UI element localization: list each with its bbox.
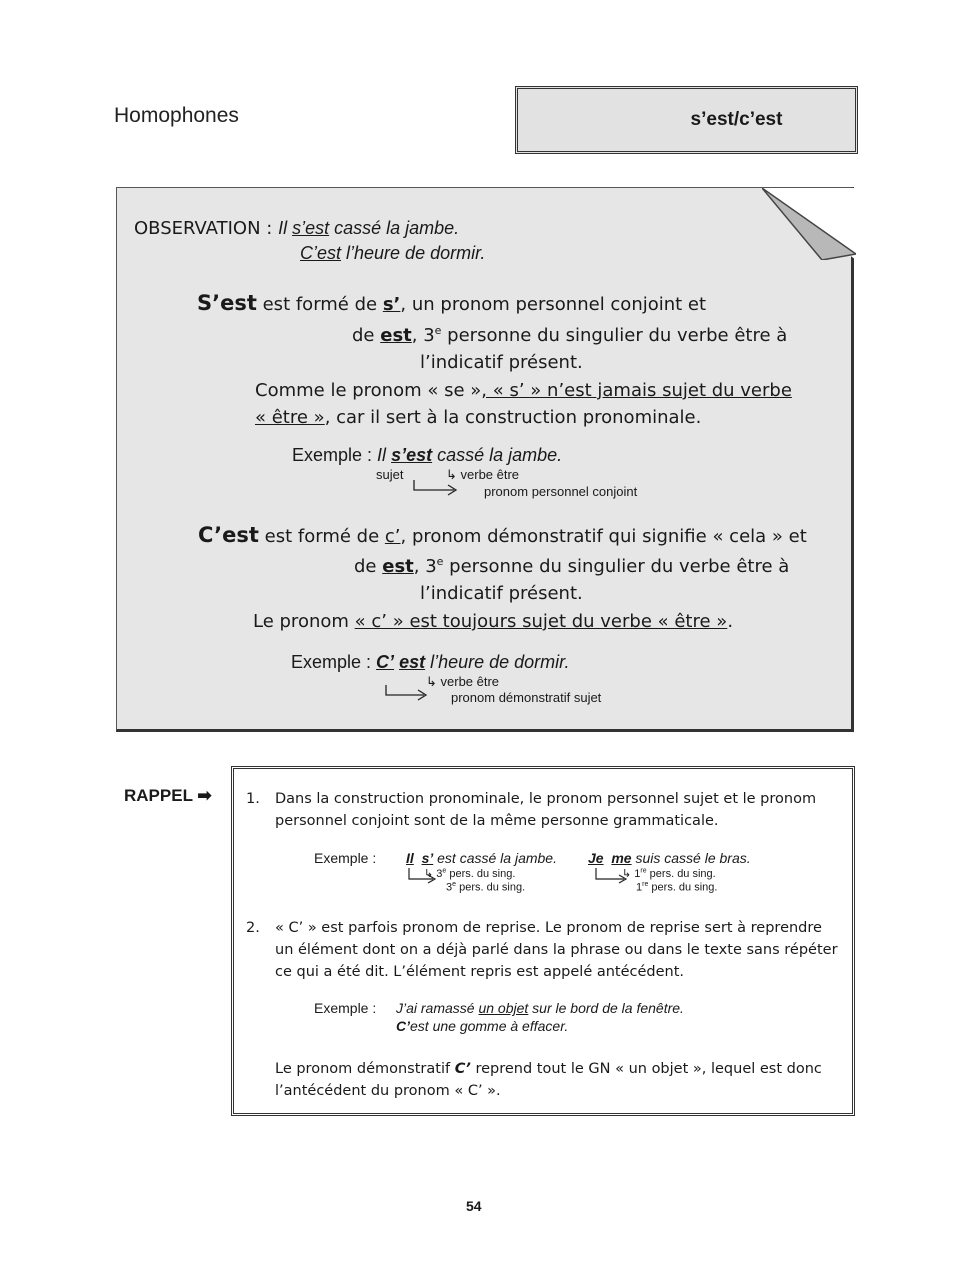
annotation-sup: re (640, 867, 647, 875)
cest-rule: « c’ » est toujours sujet du verbe « être » (354, 611, 728, 632)
annotation-text: pers. du sing. (446, 868, 516, 880)
annotation-verbe: ↳ verbe être (426, 674, 500, 689)
sest-example (292, 445, 562, 466)
cest-key-est: est (382, 556, 414, 577)
cest-line-1 (198, 523, 807, 547)
example-key: est (399, 652, 426, 672)
rappel-item-1-line-2: personnel conjoint sont de la même personne grammaticale. (275, 813, 719, 829)
annotation-sup: re (642, 881, 649, 888)
sest-key-s: s’ (382, 294, 401, 315)
topic-title: s’est/c’est (690, 109, 783, 130)
rappel-item-2-line-3: ce qui a été dit. L’élément repris est appelé antécédent. (275, 964, 685, 980)
annotation-sup: e (442, 867, 447, 875)
sest-line-2 (352, 324, 787, 346)
annotation-pronom: pronom démonstratif sujet (451, 690, 602, 705)
rappel-example-1a (406, 850, 557, 866)
rappel-conclusion-line-2: l’antécédent du pronom « C’ ». (275, 1083, 501, 1099)
conclusion-text: reprend tout le GN « un objet », lequel est donc (470, 1061, 822, 1077)
example-label: Exemple : (292, 445, 378, 465)
example-label: Exemple : (291, 652, 377, 672)
example-text: l’heure de dormir. (425, 652, 570, 672)
cest-text: Le pronom (253, 611, 355, 632)
sest-line-5 (255, 407, 701, 428)
cest-title: C’est (198, 523, 259, 547)
rappel-label: RAPPEL ➡ (124, 786, 212, 805)
cest-line-4 (253, 611, 733, 632)
annotation-1re-pers (636, 881, 717, 894)
sest-rule: « être » (255, 407, 325, 428)
rappel-item-2-line-2: un élément dont on a déjà parlé dans la phrase ou dans le texte sans répéter (275, 942, 838, 958)
example-key: C’ (396, 1018, 410, 1034)
rappel-example-1-label: Exemple : (314, 850, 377, 866)
annotation-text: ↳ 3 (424, 868, 443, 880)
topic-box (515, 86, 858, 154)
cest-text: de (354, 556, 383, 577)
arrow-icon (592, 866, 632, 884)
arrow-icon (405, 866, 439, 884)
annotation-sujet: sujet (376, 467, 404, 482)
example-key: est (406, 445, 433, 465)
page-number: 54 (466, 1198, 482, 1214)
rappel-item-2-line-1: « C’ » est parfois pronom de reprise. Le pronom de reprise sert à reprendre (275, 920, 822, 936)
ex1-key: s’est (292, 218, 330, 238)
rappel-example-1b (588, 850, 751, 866)
page-curl-decoration (762, 188, 856, 260)
ex2-key: C’est (300, 243, 342, 263)
example-text: est une gomme à effacer. (410, 1018, 569, 1034)
example-text: est cassé la jambe. (433, 850, 557, 866)
observation-example-1 (278, 218, 459, 238)
sest-line-4 (255, 380, 792, 401)
sest-text: , un pronom personnel conjoint et (400, 294, 707, 315)
sest-rule: , « s’ » n’est jamais sujet du verbe (481, 380, 792, 401)
rappel-item-2-number: 2. (246, 920, 260, 936)
sest-text: de (352, 325, 381, 346)
annotation-text: 3 (446, 881, 453, 894)
annotation-verbe: ↳ verbe être (446, 467, 520, 482)
sest-text: personne du singulier du verbe être à (441, 325, 788, 346)
example-key: C’ (376, 652, 395, 672)
example-key: Je (588, 850, 604, 866)
sest-line-1 (197, 291, 706, 315)
arrow-icon (382, 683, 432, 701)
annotation-text: ↳ 1 (622, 868, 641, 880)
cest-text: personne du singulier du verbe être à (443, 556, 790, 577)
rappel-example-2-line-2 (396, 1018, 568, 1034)
sest-text: Comme le pronom « se » (255, 380, 482, 401)
cest-text: , 3 (413, 556, 437, 577)
example-text: sur le bord de la fenêtre. (528, 1000, 684, 1016)
annotation-3e-pers (446, 881, 525, 894)
annotation-sup: e (452, 881, 457, 888)
example-antecedent: un objet (478, 1000, 529, 1016)
conclusion-key: C’ (454, 1061, 471, 1077)
example-key: s’ (391, 445, 407, 465)
rappel-example-2-label: Exemple : (314, 1000, 377, 1016)
rappel-item-1-line-1: Dans la construction pronominale, le pronom personnel sujet et le pronom (275, 791, 817, 807)
sest-key-est: est (380, 325, 412, 346)
example-key: s’ (421, 850, 434, 866)
example-text: J’ai ramassé (396, 1000, 479, 1016)
rappel-conclusion-line-1 (275, 1058, 822, 1080)
sest-title: S’est (197, 291, 257, 315)
example-text: suis cassé le bras. (631, 850, 751, 866)
cest-key-c: c’ (384, 526, 401, 547)
cest-text: . (727, 611, 734, 632)
sest-sup: e (434, 324, 442, 337)
conclusion-text: Le pronom démonstratif (275, 1061, 455, 1077)
example-text: Il (377, 445, 392, 465)
ex1-pre: Il (278, 218, 293, 238)
example-key: me (611, 850, 632, 866)
observation-line-1 (134, 218, 459, 239)
ex1-post: cassé la jambe. (329, 218, 460, 238)
cest-sup: e (436, 555, 444, 568)
annotation-text: pers. du sing. (646, 868, 716, 880)
arrow-icon (410, 478, 462, 496)
sest-text: , car il sert à la construction pronominale. (324, 407, 702, 428)
cest-line-2 (354, 555, 789, 577)
cest-line-3: l’indicatif présent. (420, 583, 583, 604)
ex2-post: l’heure de dormir. (341, 243, 486, 263)
sest-line-3: l’indicatif présent. (420, 352, 583, 373)
observation-label: OBSERVATION : (134, 218, 273, 239)
sest-text: , 3 (411, 325, 435, 346)
example-text: cassé la jambe. (432, 445, 563, 465)
annotation-text: pers. du sing. (648, 881, 718, 894)
annotation-pronom: pronom personnel conjoint (484, 484, 638, 499)
example-key: Il (406, 850, 414, 866)
rappel-item-1-number: 1. (246, 791, 260, 807)
cest-text: , pronom démonstratif qui signifie « cela » et (400, 526, 807, 547)
cest-example (291, 652, 569, 673)
cest-text: est formé de (258, 526, 385, 547)
sest-text: est formé de (256, 294, 383, 315)
annotation-text: 1 (636, 881, 643, 894)
rappel-example-2-line-1 (396, 1000, 684, 1016)
observation-example-2 (300, 243, 485, 264)
annotation-1re-pers (622, 867, 716, 880)
header-title: Homophones (114, 104, 239, 127)
annotation-text: pers. du sing. (456, 881, 526, 894)
